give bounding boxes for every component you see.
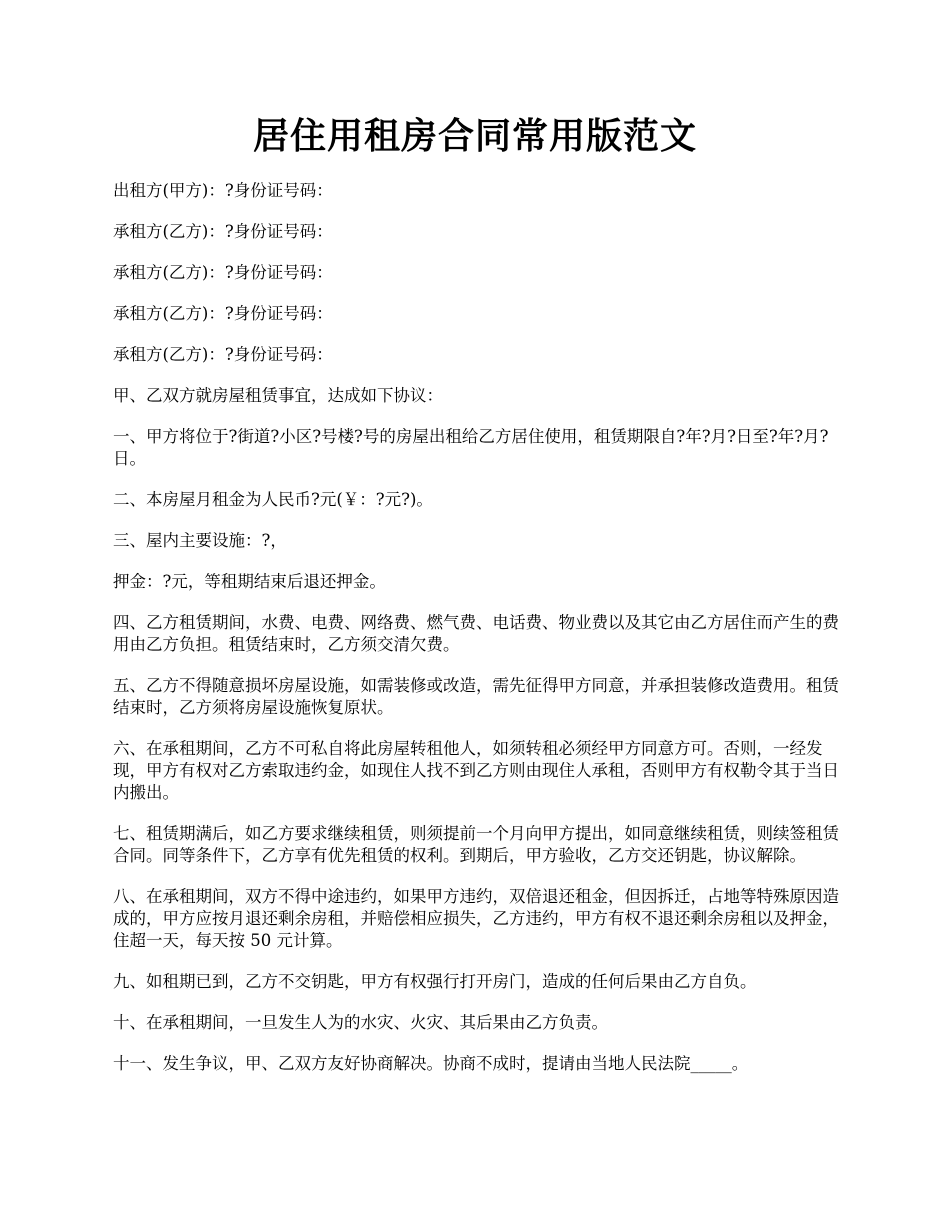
clause-4: 四、乙方租赁期间，水费、电费、网络费、燃气费、电话费、物业费以及其它由乙方居住而产生的费用由乙方负担。租赁结束时，乙方须交清欠费。	[113, 613, 839, 654]
clause-agreement-intro: 甲、乙双方就房屋租赁事宜，达成如下协议：	[113, 386, 443, 405]
document-title: 居住用租房合同常用版范文	[252, 115, 697, 157]
clause-lessee-3: 承租方(乙方)：?身份证号码：	[113, 304, 333, 323]
clause-2: 二、本房屋月租金为人民币?元(￥：?元?)。	[113, 490, 433, 509]
clause-lessee-4: 承租方(乙方)：?身份证号码：	[113, 345, 333, 364]
clause-6: 六、在承租期间，乙方不可私自将此房屋转租他人，如须转租必须经甲方同意方可。否则，一经发现，甲方有权对乙方索取违约金，如现住人找不到乙方则由现住人承租，否则甲方有权勒令其于当日内搬出。	[113, 739, 839, 802]
clause-lessee-1: 承租方(乙方)：?身份证号码：	[113, 222, 333, 241]
clause-7: 七、租赁期满后，如乙方要求继续租赁，则须提前一个月向甲方提出，如同意继续租赁，则续签租赁合同。同等条件下，乙方享有优先租赁的权利。到期后，甲方验收，乙方交还钥匙，协议解除。	[113, 824, 839, 865]
clause-9: 九、如租期已到，乙方不交钥匙，甲方有权强行打开房门，造成的任何后果由乙方自负。	[113, 972, 757, 991]
clause-deposit: 押金：?元，等租期结束后退还押金。	[113, 572, 386, 591]
document-body	[113, 180, 843, 1094]
clause-lessee-2: 承租方(乙方)：?身份证号码：	[113, 263, 333, 282]
clause-1: 一、甲方将位于?街道?小区?号楼?号的房屋出租给乙方居住使用，租赁期限自?年?月?日至?年?月?日。	[113, 427, 829, 468]
clause-5: 五、乙方不得随意损坏房屋设施，如需装修或改造，需先征得甲方同意，并承担装修改造费用。租赁结束时，乙方须将房屋设施恢复原状。	[113, 676, 839, 717]
clause-3: 三、屋内主要设施：?，	[113, 531, 287, 550]
clause-10: 十、在承租期间，一旦发生人为的水灾、火灾、其后果由乙方负责。	[113, 1013, 608, 1032]
clause-11: 十一、发生争议，甲、乙双方友好协商解决。协商不成时，提请由当地人民法院_____。	[113, 1054, 749, 1073]
clause-8: 八、在承租期间，双方不得中途违约，如果甲方违约，双倍退还租金，但因拆迁，占地等特殊原因造成的，甲方应按月退还剩余房租，并赔偿相应损失，乙方违约，甲方有权不退还剩余房租以及押金，住超一天，每天按 50 元计算。	[113, 887, 839, 950]
clause-lessor: 出租方(甲方)：?身份证号码：	[113, 181, 333, 200]
